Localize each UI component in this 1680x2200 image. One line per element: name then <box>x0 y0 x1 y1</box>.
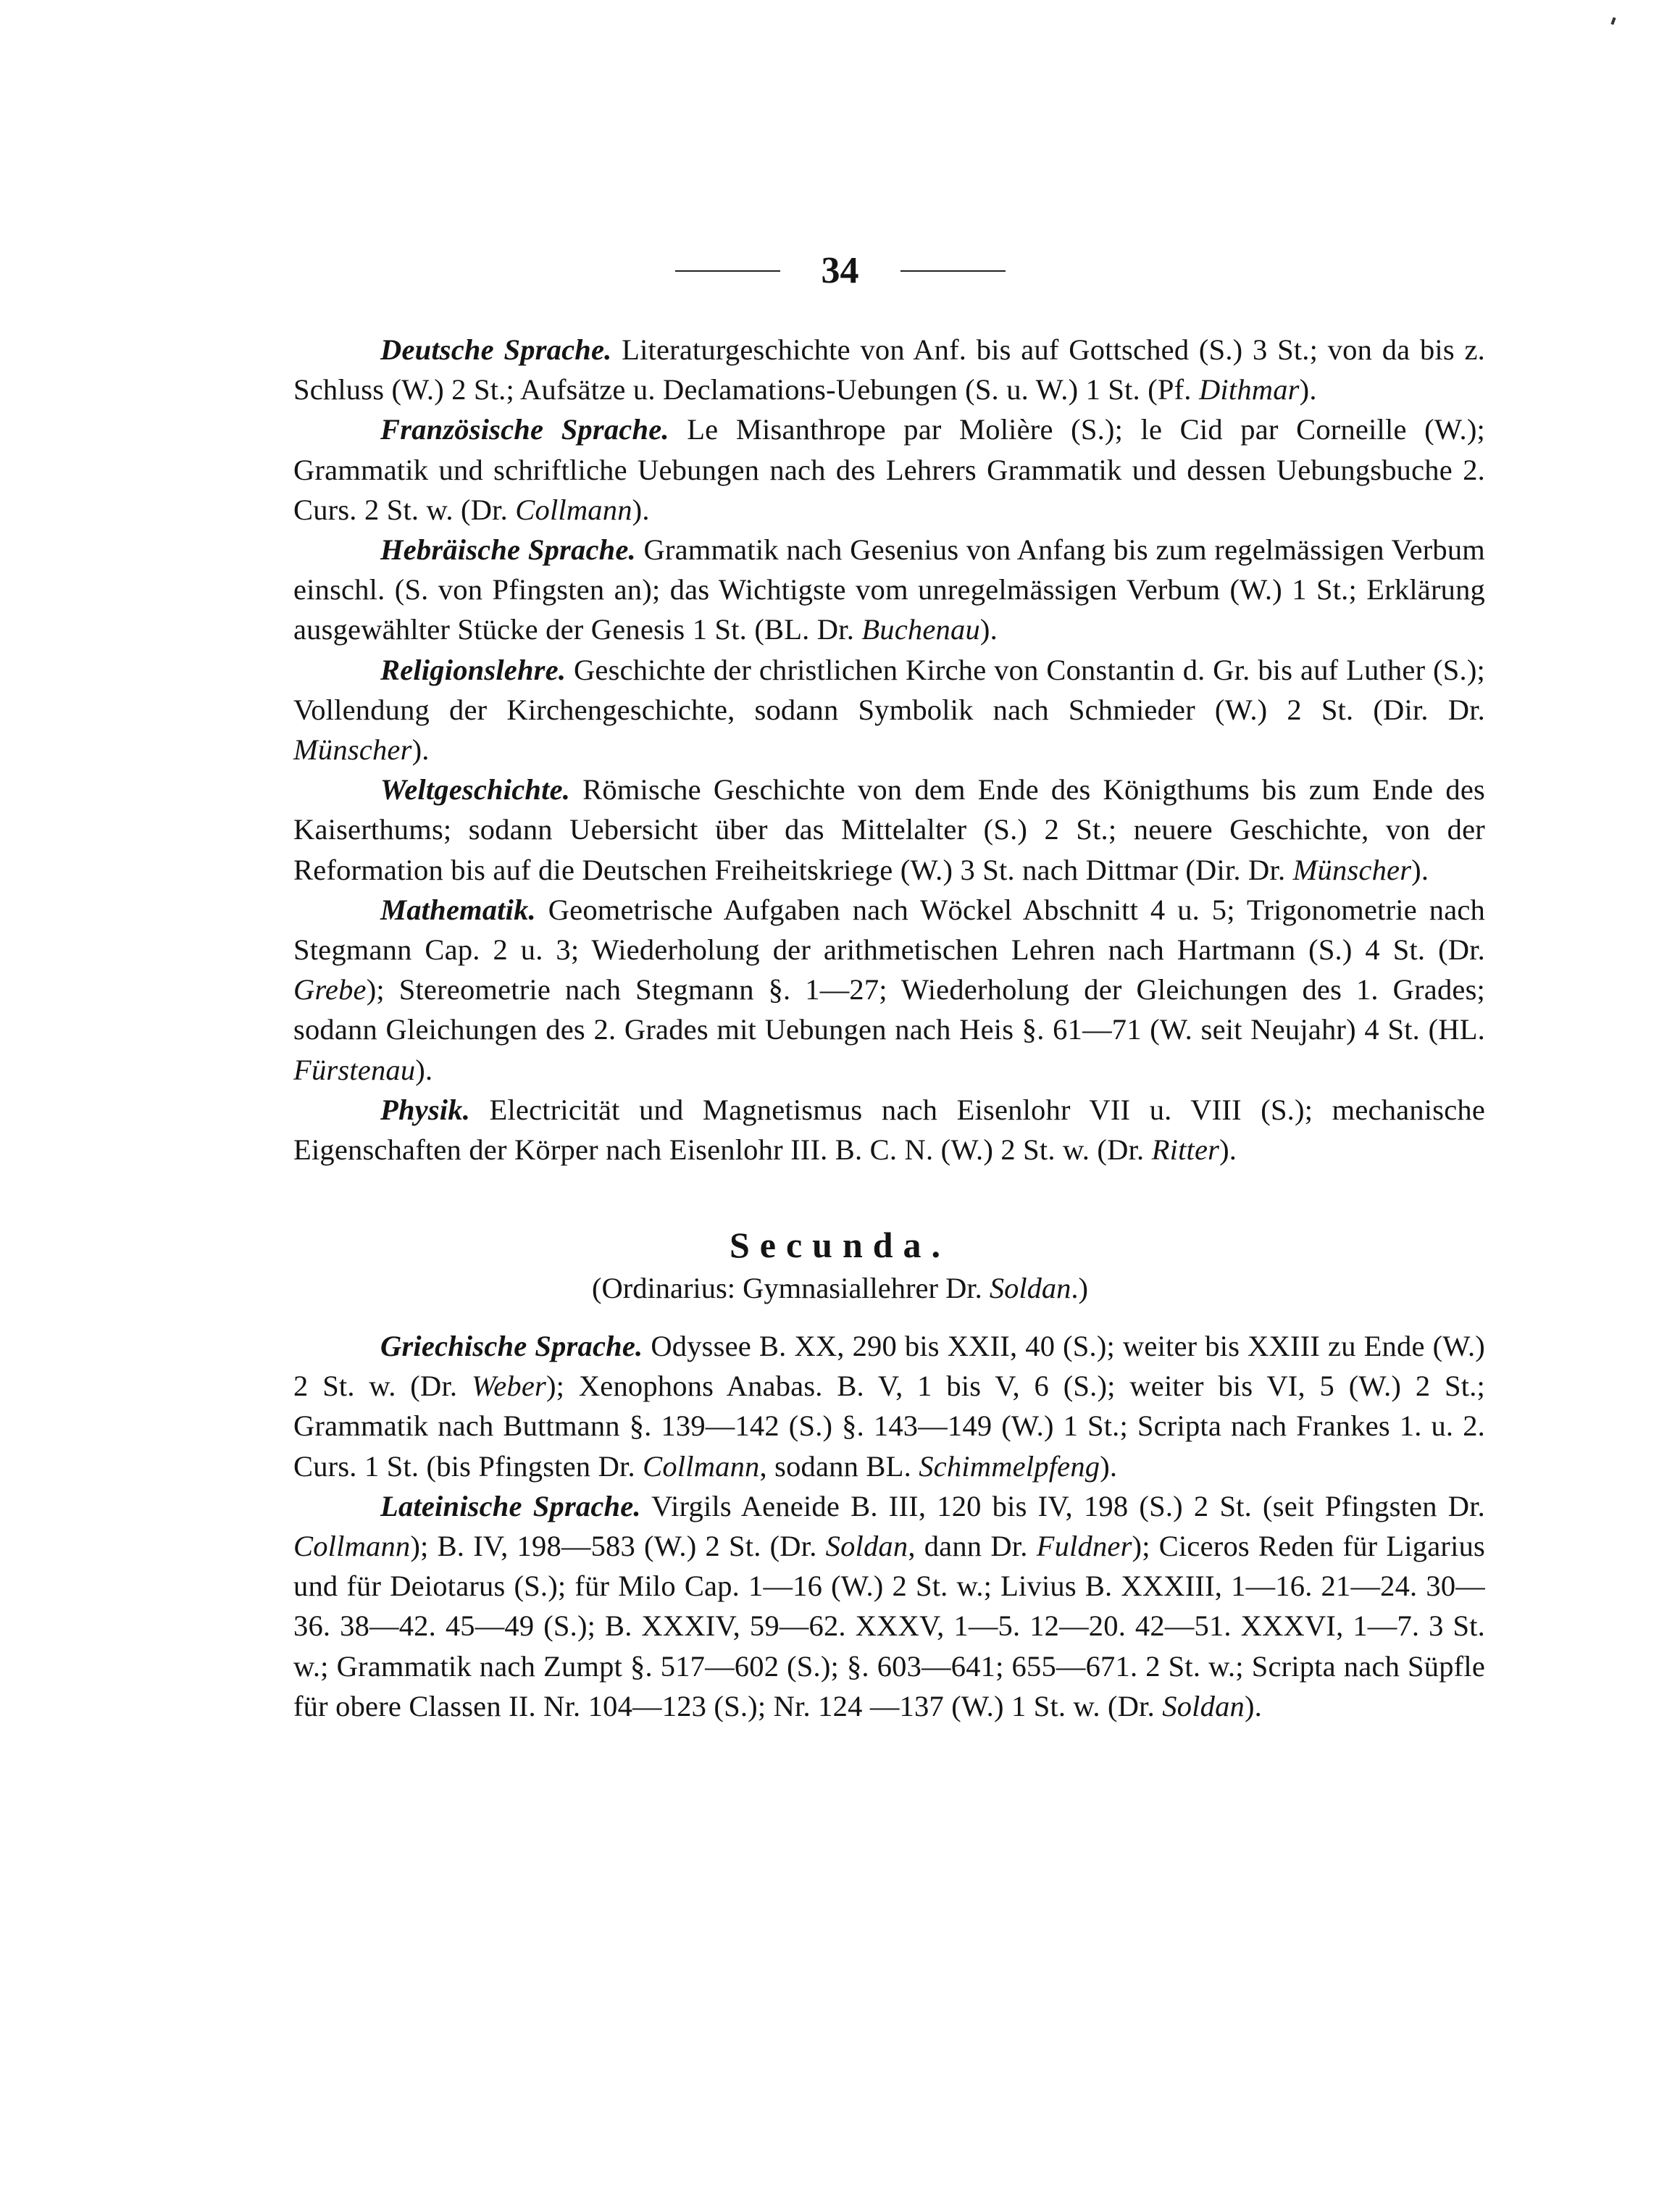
subject-paragraph <box>293 409 1485 530</box>
page-header <box>0 239 1680 300</box>
section-subtitle-prefix: (Ordinarius: Gymnasiallehrer Dr. <box>592 1272 990 1304</box>
scan-mark <box>1610 17 1616 25</box>
paragraph-text: Grammatik nach Gesenius von Anfang bis zum regelmässigen Verbum einschl. (S. von Pfingsten an); das Wichtigste vom unregelmässigen Verbum (W.) 1 St.; Erklärung ausgewählter Stücke der Genesis 1 St. (BL. Dr. <box>293 533 1485 646</box>
paragraph-text: Odyssee B. XX, 290 bis XXII, 40 (S.); weiter bis XXIII zu Ende (W.) 2 St. w. (Dr. <box>293 1330 1485 1403</box>
teacher-name: Schimmelpfeng <box>919 1449 1100 1483</box>
paragraph-text: Virgils Aeneide B. III, 120 bis IV, 198 (S.) 2 St. (seit Pfingsten Dr. <box>640 1489 1485 1522</box>
paragraph-text: ). <box>1219 1133 1237 1167</box>
teacher-name: Collmann <box>515 493 632 526</box>
subject-heading: Deutsche Sprache. <box>380 333 612 366</box>
paragraph-text: Electricität und Magnetismus nach Eisenlohr VII u. VIII (S.); mechanische Eigenschaften der Körper nach Eisenlohr III. B. C. N. (W.) 2 St. w. (Dr. <box>293 1093 1485 1167</box>
paragraph-text: ). <box>1244 1689 1262 1722</box>
teacher-name: Fuldner <box>1036 1530 1132 1563</box>
subject-heading: Weltgeschichte. <box>380 773 571 807</box>
teacher-name: Fürstenau <box>293 1053 416 1086</box>
subject-heading: Religionslehre. <box>380 653 567 686</box>
header-rule-left <box>675 270 780 272</box>
teacher-name: Soldan <box>825 1530 908 1563</box>
curriculum-prima-continued <box>293 330 1485 1170</box>
header-rule-right <box>900 270 1006 272</box>
teacher-name: Dithmar <box>1198 373 1300 407</box>
teacher-name: Münscher <box>293 733 412 767</box>
paragraph-text: Geschichte der christlichen Kirche von Constantin d. Gr. bis auf Luther (S.); Vollendung der Kirchengeschichte, sodann Symbolik nach Schmieder (W.) 2 St. (Dir. Dr. <box>293 653 1485 726</box>
paragraph-text: ). <box>411 733 430 767</box>
section-subtitle <box>0 1268 1680 1308</box>
paragraph-text: ). <box>415 1053 433 1086</box>
subject-paragraph <box>293 770 1485 890</box>
teacher-name: Ritter <box>1151 1133 1220 1167</box>
paragraph-text: Römische Geschichte von dem Ende des Königthums bis zum Ende des Kaiserthums; sodann Uebersicht über das Mittelalter (S.) 2 St.; neuere Geschichte, von der Reformation bis auf die Deutschen Freiheitskriege (W.) 3 St. nach Dittmar (Dir. Dr. <box>293 773 1485 886</box>
section-title: Secunda. <box>729 1225 951 1265</box>
paragraph-text: Literaturgeschichte von Anf. bis auf Gottsched (S.) 3 St.; von da bis z. Schluss (W.) 2 St.; Aufsätze u. Declamations-Uebungen (S. u. W.) 1 St. (Pf. <box>293 333 1486 407</box>
teacher-name: Collmann <box>293 1530 411 1563</box>
curriculum-secunda <box>293 1326 1485 1726</box>
paragraph-text: Geometrische Aufgaben nach Wöckel Abschnitt 4 u. 5; Trigonometrie nach Stegmann Cap. 2 u. 3; Wiederholung der arithmetischen Lehren nach Hartmann (S.) 4 St. (Dr. <box>293 893 1485 967</box>
subject-heading: Hebräische Sprache. <box>380 533 636 567</box>
subject-paragraph <box>293 1486 1485 1726</box>
teacher-name: Soldan <box>1162 1689 1245 1722</box>
paragraph-text: , sodann BL. <box>759 1449 919 1483</box>
paragraph-text: ). <box>979 613 998 646</box>
paragraph-text: Le Misanthrope par Molière (S.); le Cid par Corneille (W.); Grammatik und schriftliche Uebungen nach des Lehrers Grammatik und dessen Uebungsbuche 2. Curs. 2 St. w. (Dr. <box>293 413 1485 526</box>
paragraph-text: ); Xenophons Anabas. B. V, 1 bis V, 6 (S.); weiter bis VI, 5 (W.) 2 St.; Grammatik nach Buttmann §. 139—142 (S.) §. 143—149 (W.) 1 St.; Scripta nach Frankes 1. u. 2. Curs. 1 St. (bis Pfingsten Dr. <box>293 1370 1485 1483</box>
paragraph-text: ). <box>1299 373 1317 407</box>
teacher-name: Collmann <box>643 1449 760 1483</box>
subject-heading: Physik. <box>380 1093 471 1126</box>
paragraph-text: ); B. IV, 198—583 (W.) 2 St. (Dr. <box>410 1530 826 1563</box>
subject-heading: Französische Sprache. <box>380 413 669 446</box>
paragraph-text: ); Stereometrie nach Stegmann §. 1—27; Wiederholung der Gleichungen des 1. Grades; sodann Gleichungen des 2. Grades mit Uebungen nach Heis §. 61—71 (W. seit Neujahr) 4 St. (HL. <box>293 973 1485 1046</box>
paragraph-text: ). <box>1100 1449 1118 1483</box>
section-subtitle-suffix: .) <box>1071 1272 1088 1304</box>
paragraph-text: ); Ciceros Reden für Ligarius und für Deiotarus (S.); für Milo Cap. 1—16 (W.) 2 St. w.; Livius B. XXXIII, 1—16. 21—24. 30—36. 38—42. 45—49 (S.); B. XXXIV, 59—62. XXXV, 1—5. 12—20. 42—51. XXXVI, 1—7. 3 St. w.; Grammatik nach Zumpt §. 517—602 (S.); §. 603—641; 655—671. 2 St. w.; Scripta nach Süpfle für obere Classen II. Nr. 104—123 (S.); Nr. 124 —137 (W.) 1 St. w. (Dr. <box>293 1530 1485 1722</box>
teacher-name: Weber <box>471 1370 546 1403</box>
subject-paragraph <box>293 1326 1485 1486</box>
subject-paragraph <box>293 330 1485 409</box>
teacher-name: Grebe <box>293 973 367 1007</box>
subject-paragraph <box>293 530 1485 650</box>
subject-heading: Lateinische Sprache. <box>380 1489 641 1522</box>
page-number: 34 <box>821 250 859 292</box>
subject-paragraph <box>293 890 1485 1090</box>
subject-heading: Mathematik. <box>380 893 536 926</box>
paragraph-text: , dann Dr. <box>908 1530 1037 1563</box>
teacher-name: Münscher <box>1292 853 1412 886</box>
teacher-name: Buchenau <box>861 613 980 646</box>
subject-paragraph <box>293 1090 1485 1170</box>
section-ordinarius-name: Soldan <box>989 1272 1071 1304</box>
subject-paragraph <box>293 650 1485 770</box>
paragraph-text: ). <box>1411 853 1429 886</box>
subject-heading: Griechische Sprache. <box>380 1330 643 1362</box>
paragraph-text: ). <box>632 493 650 526</box>
